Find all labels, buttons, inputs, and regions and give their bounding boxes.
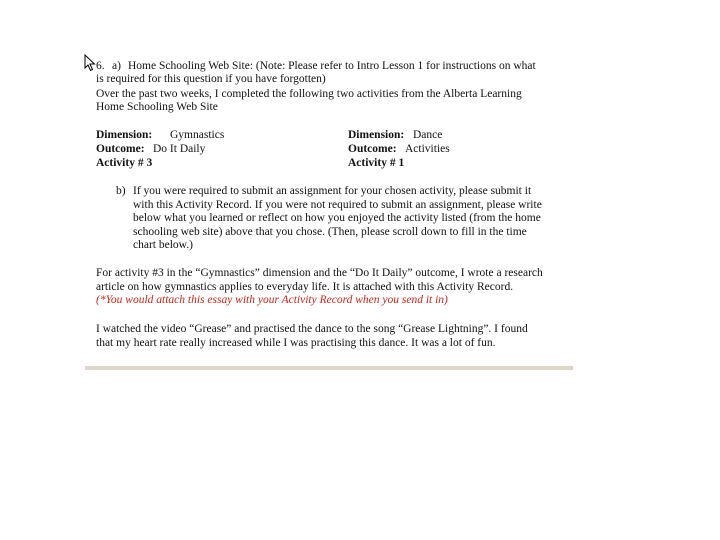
- answer-1-line-2: article on how gymnastics applies to everyday life. It is attached with this Activity Record.: [96, 281, 514, 293]
- part-a-line-4: Home Schooling Web Site: [96, 101, 218, 113]
- part-b-line-2: with this Activity Record. If you were not required to submit an assignment, please write: [133, 199, 542, 211]
- answer-1-line-1: For activity #3 in the “Gymnastics” dimension and the “Do It Daily” outcome, I wrote a research: [96, 267, 543, 279]
- activity-number: Activity # 1: [348, 157, 405, 169]
- attachment-note: (*You would attach this essay with your Activity Record when you send it in): [96, 294, 448, 306]
- part-b-label: b): [116, 185, 126, 197]
- part-a-line-3: Over the past two weeks, I completed the following two activities from the Alberta Learning: [96, 88, 522, 100]
- dimension-value: Gymnastics: [170, 129, 225, 141]
- outcome-value: Activities: [405, 143, 450, 155]
- part-b-line-1: If you were required to submit an assignment for your chosen activity, please submit it: [133, 185, 532, 197]
- part-b-line-3: below what you learned or reflect on how you enjoyed the activity listed (from the home: [133, 212, 541, 224]
- outcome-label: Outcome:: [348, 143, 397, 155]
- dimension-value: Dance: [413, 129, 443, 141]
- answer-2-line-1: I watched the video “Grease” and practised the dance to the song “Grease Lightning”. I found: [96, 323, 528, 335]
- dimension-label: Dimension:: [96, 129, 153, 141]
- horizontal-divider: [85, 366, 573, 370]
- part-a-line-2: is required for this question if you have forgotten): [96, 73, 326, 85]
- part-a-label: a): [112, 60, 121, 72]
- activity-number: Activity # 3: [96, 157, 153, 169]
- answer-2-line-2: that my heart rate really increased while I was practising this dance. It was a lot of fun.: [96, 337, 496, 349]
- mouse-pointer-icon: [84, 54, 96, 72]
- part-a-line-1: Home Schooling Web Site: (Note: Please refer to Intro Lesson 1 for instructions on what: [128, 60, 536, 72]
- part-b-line-4: schooling web site) above that you chose. (Then, please scroll down to fill in the time: [133, 226, 527, 238]
- outcome-label: Outcome:: [96, 143, 145, 155]
- question-number: 6.: [96, 60, 105, 72]
- outcome-value: Do It Daily: [153, 143, 206, 155]
- dimension-label: Dimension:: [348, 129, 405, 141]
- part-b-line-5: chart below.): [133, 239, 193, 251]
